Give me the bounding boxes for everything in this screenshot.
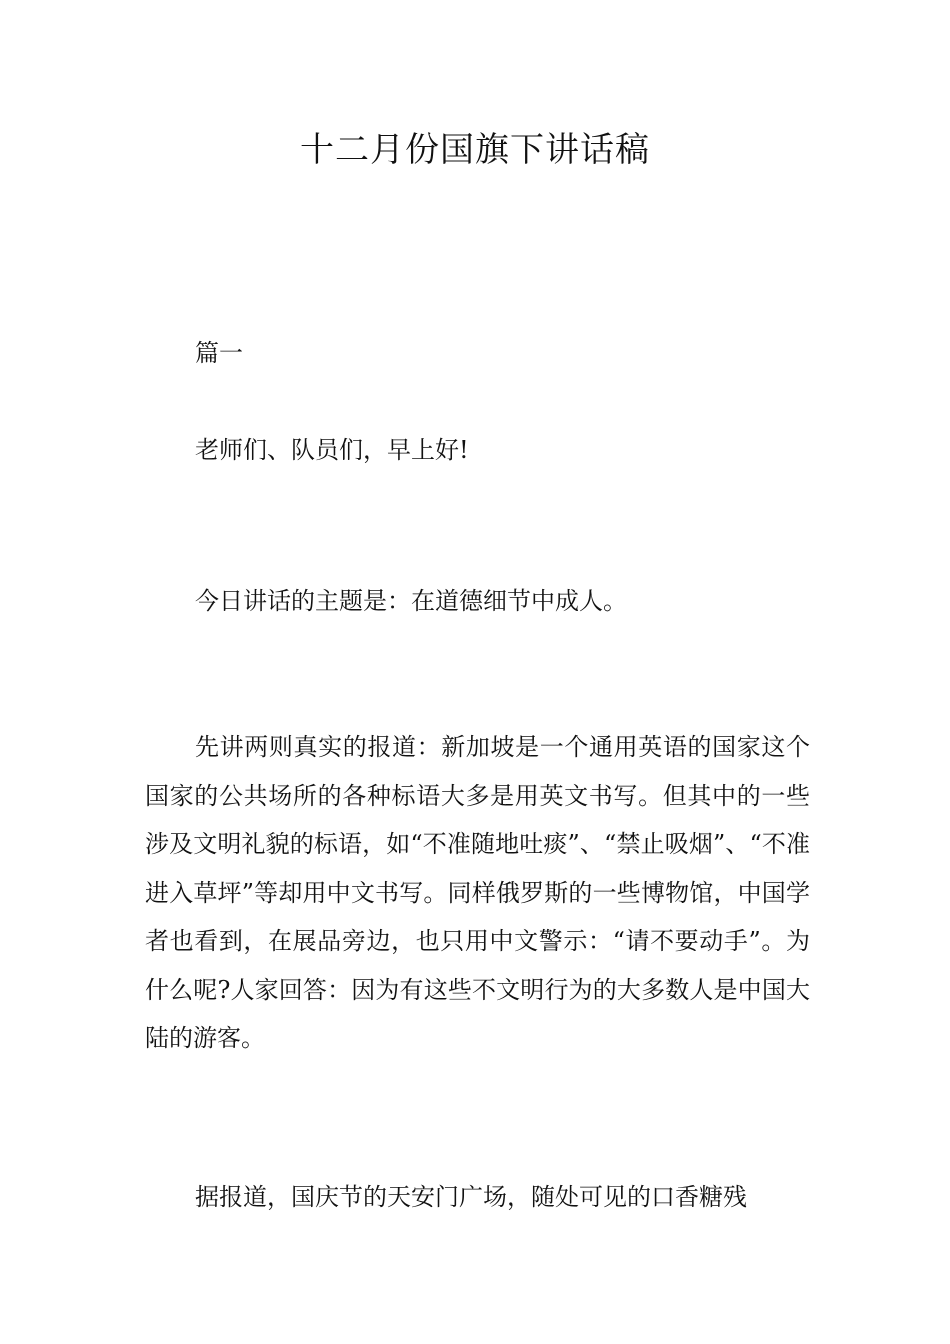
document-title: 十二月份国旗下讲话稿 [300,130,650,170]
paragraph-greeting: 老师们、队员们，早上好! [195,436,469,464]
paragraph-national-day: 据报道，国庆节的天安门广场，随处可见的口香糖残 [195,1183,747,1211]
paragraph-topic: 今日讲话的主题是：在道德细节中成人。 [195,587,627,615]
paragraph-reports: 先讲两则真实的报道：新加坡是一个通用英语的国家这个国家的公共场所的各种标语大多是用英文书写。但其中的一些涉及文明礼貌的标语，如“不准随地吐痰”、“禁止吸烟”、“不准进入草坪”等却用中文书写。同样俄罗斯的一些博物馆，中国学者也看到，在展品旁边，也只用中文警示：“请不要动手”。为什么呢?人家回答：因为有这些不文明行为的大多数人是中国大陆的游客。 [145,733,810,1052]
paragraph-section-heading: 篇一 [195,339,243,367]
